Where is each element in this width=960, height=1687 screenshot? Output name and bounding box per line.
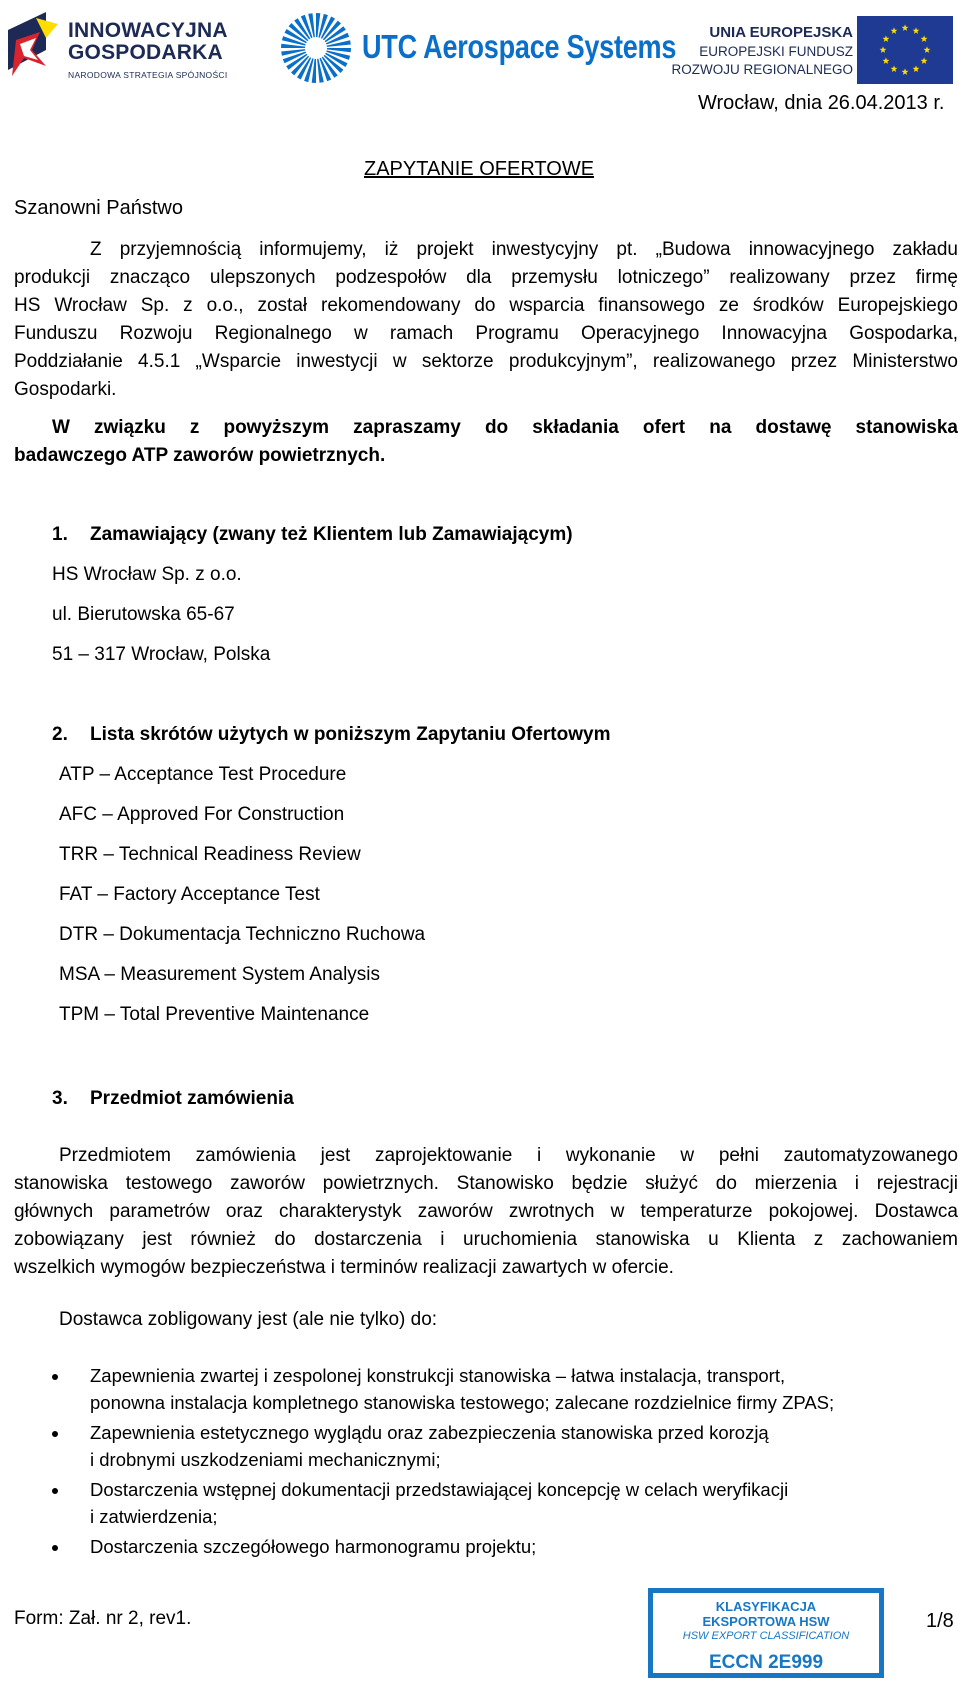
obligation-intro: Dostawca zobligowany jest (ale nie tylko) do:	[59, 1309, 438, 1330]
eu-line3: ROZWOJU REGIONALNEGO	[671, 62, 853, 77]
document-title: ZAPYTANIE OFERTOWE	[364, 158, 595, 180]
street-address: ul. Bierutowska 65-67	[52, 604, 235, 625]
list-item: Dostarczenia szczegółowego harmonogramu projektu;	[52, 1533, 834, 1560]
utc-aerospace-logo	[280, 10, 677, 85]
intro-line: produkcji znacząco ulepszonych podzespołów dla przemysłu lotniczego” realizowany przez firmę	[14, 267, 958, 288]
eccn-code: ECCN 2E999	[708, 1652, 824, 1673]
invite-line: badawczego ATP zaworów powietrznych.	[14, 445, 386, 466]
body-line: głównych parametrów oraz charakterystyk zaworów zwrotnych w temperaturze pokojowej. Dostawca	[14, 1201, 958, 1222]
bullet-icon	[52, 1545, 58, 1551]
abbreviation-item: FAT – Factory Acceptance Test	[59, 884, 320, 905]
abbreviation-item: AFC – Approved For Construction	[59, 804, 345, 825]
company-name: HS Wrocław Sp. z o.o.	[52, 564, 242, 585]
section-number: 1.	[52, 524, 68, 545]
list-item: Dostarczenia wstępnej dokumentacji przedstawiającej koncepcję w celach weryfikacji i zatwierdzenia;	[52, 1476, 834, 1530]
abbreviation-item: MSA – Measurement System Analysis	[59, 964, 381, 985]
intro-line: HS Wrocław Sp. z o.o., został rekomendowany do wsparcia finansowego ze środków Europejskiego	[14, 295, 958, 316]
abbreviation-item: ATP – Acceptance Test Procedure	[59, 764, 347, 785]
section-number: 3.	[52, 1088, 68, 1109]
bullet-icon	[52, 1488, 58, 1494]
intro-line: Gospodarki.	[14, 379, 117, 400]
intro-line: Z przyjemnością informujemy, iż projekt inwestycyjny pt. „Budowa innowacyjnego zakładu	[90, 239, 958, 260]
greeting: Szanowni Państwo	[14, 197, 183, 219]
abbreviation-item: TPM – Total Preventive Maintenance	[59, 1004, 370, 1025]
intro-paragraph	[14, 236, 958, 404]
order-subject-paragraph	[14, 1142, 958, 1282]
abbreviation-item: TRR – Technical Readiness Review	[59, 844, 361, 865]
export-line: EKSPORTOWA HSW	[702, 1614, 830, 1629]
body-line: zobowiązany jest również do dostarczenia i uruchomienia stanowiska u Klienta z zachowaniem	[14, 1229, 958, 1250]
invitation-paragraph	[14, 414, 958, 470]
list-item: Zapewnienia zwartej i zespolonej konstrukcji stanowiska – łatwa instalacja, transport, ponowna instalacja kompletnego stanowiska testowego; zalecane rozdzielnice firmy ZPAS;	[52, 1362, 834, 1416]
eu-logo	[668, 14, 953, 86]
city-address: 51 – 317 Wrocław, Polska	[52, 644, 271, 665]
body-line: Przedmiotem zamówienia jest zaprojektowanie i wykonanie w pełni zautomatyzowanego	[59, 1145, 958, 1166]
section-number: 2.	[52, 724, 68, 745]
intro-line: Funduszu Rozwoju Regionalnego w ramach Programu Operacyjnego Innowacyjna Gospodarka,	[14, 323, 958, 344]
intro-line: Poddziałanie 4.5.1 „Wsparcie inwestycji w sektorze produkcyjnym”, realizowanego przez Ministerstwo	[14, 351, 958, 372]
date-line: Wrocław, dnia 26.04.2013 r.	[698, 92, 945, 114]
body-line: wszelkich wymogów bezpieczeństwa i terminów realizacji zawartych w ofercie.	[14, 1257, 674, 1278]
abbreviation-item: DTR – Dokumentacja Techniczno Ruchowa	[59, 924, 426, 945]
utc-wordmark: UTC Aerospace Systems	[362, 28, 677, 65]
export-line: KLASYFIKACJA	[715, 1599, 817, 1614]
export-classification-box	[648, 1588, 884, 1678]
export-line: HSW EXPORT CLASSIFICATION	[682, 1630, 850, 1642]
section-title: Zamawiający (zwany też Klientem lub Zamawiającym)	[90, 524, 573, 545]
ig-emblem-icon	[6, 10, 64, 82]
body-line: stanowiska testowego zaworów powietrznych. Stanowisko będzie służyć do mierzenia i rejestracji	[14, 1173, 958, 1194]
section-title: Przedmiot zamówienia	[90, 1088, 294, 1109]
page-number: 1/8	[926, 1610, 954, 1632]
list-item: Zapewnienia estetycznego wyglądu oraz zabezpieczenia stanowiska przed korozją i drobnymi uszkodzeniami mechanicznymi;	[52, 1419, 834, 1473]
section-1-heading	[52, 524, 573, 546]
section-3-heading	[52, 1088, 294, 1110]
eu-flag-icon	[857, 16, 953, 84]
bullet-icon	[52, 1374, 58, 1380]
form-reference: Form: Zał. nr 2, rev1.	[14, 1608, 192, 1629]
ig-wordmark: INNOWACYJNA GOSPODARKA	[68, 19, 228, 64]
utc-sunburst-icon	[280, 12, 352, 84]
eu-line1: UNIA EUROPEJSKA	[709, 24, 853, 41]
invite-line: W związku z powyższym zapraszamy do składania ofert na dostawę stanowiska	[52, 417, 958, 438]
bullet-icon	[52, 1431, 58, 1437]
section-2-heading	[52, 724, 610, 746]
innowacyjna-gospodarka-logo	[6, 8, 236, 86]
obligation-list	[52, 1362, 834, 1560]
ig-subtitle: NARODOWA STRATEGIA SPÓJNOŚCI	[68, 70, 228, 80]
section-title: Lista skrótów użytych w poniższym Zapytaniu Ofertowym	[90, 724, 611, 745]
eu-line2: EUROPEJSKI FUNDUSZ	[699, 44, 853, 59]
